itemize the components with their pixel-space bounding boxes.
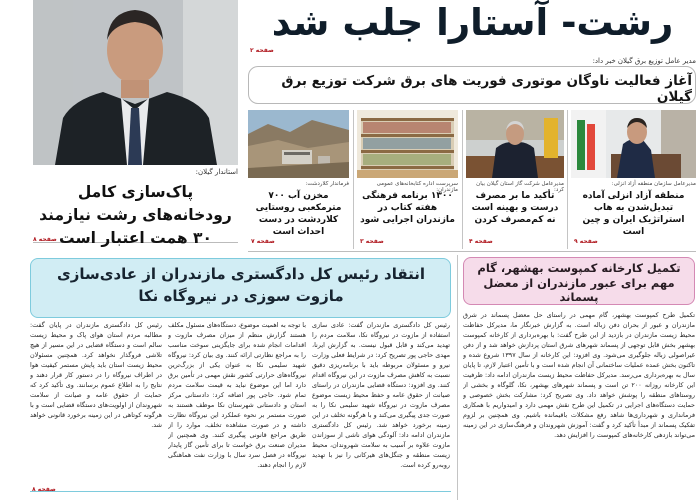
governor-portrait xyxy=(33,0,238,165)
photo-library xyxy=(357,110,458,178)
portrait-story-page-ref: صفحه ۸ xyxy=(33,236,57,243)
photo-story-library[interactable] xyxy=(357,110,458,249)
photo-story-kicker: فرماندار کلاردشت: xyxy=(305,181,349,187)
portrait-story xyxy=(33,168,238,247)
column-divider xyxy=(457,255,458,500)
photo-story-page-ref: صفحه ۹ xyxy=(574,238,598,245)
portrait-story-title[interactable]: پاک‌سازی کامل رودخانه‌های رشت نیازمند ۳۰ همت اعتبار است xyxy=(39,183,232,247)
right-story-body xyxy=(463,310,695,500)
right-story-title[interactable]: تکمیل کارخانه کمپوست بهشهر، گام مهم برای عبور مازندران از معضل پسماند xyxy=(477,261,681,304)
column-divider xyxy=(567,110,568,249)
photo-story-gas[interactable] xyxy=(466,110,564,249)
photo-story-title[interactable]: منطقه آزاد انزلی آماده تبدیل‌شدن به هاب استراتژیک ایران و چین است xyxy=(582,191,685,237)
middle-story-page-ref: صفحه ۸ xyxy=(32,486,56,493)
column-divider xyxy=(353,110,354,249)
photo-gas-director xyxy=(466,110,564,178)
photo-story-kicker: مدیرعامل سازمان منطقه آزاد انزلی: xyxy=(611,181,696,187)
photo-story-page-ref: صفحه ۷ xyxy=(251,238,275,245)
middle-story-paragraph: رئیس کل دادگستری مازندران گفت: عادی سازی استفاده از مازوت در نیروگاه نکا، سلامت مردم را تهدید می‌کند و قابل قبول نیست. به گزارش ایرنا، مهدی حاجی پور تصریح کرد: در شرایط فعلی وزارت نیرو و مسئولان مربوطه باید با برنامه‌ریزی دقیق نسبت به کاهش مصرف مازوت در این نیروگاه اقدام کنند. وی افزود: دستگاه قضایی مازندران در راستای صیانت از حقوق عامه و حفظ محیط زیست موضوع مصرف مازوت در نیروگاه شهید سلیمی نکا را به صورت جدی پیگیری می‌کند و با هرگونه تخلف در این زمینه برخورد خواهد شد. رئیس کل دادگستری مازندران ادامه داد: آلودگی هوای ناشی از سوزاندن مازوت علاوه بر آسیب به سلامت شهروندان، محیط زیست منطقه و جنگل‌های هیرکانی را نیز با تهدید روبه‌رو کرده است. xyxy=(312,321,450,469)
middle-story-paragraph: رئیس کل دادگستری مازندران در پایان گفت: مطالبه مردم استان هوای پاک و محیط زیست سالم است و دستگاه قضایی در این مسیر از هیچ تلاشی فروگذار نخواهد کرد. همچنین مسئولان محیط زیست استان باید پایش مستمر کیفیت هوا در اطراف نیروگاه را در دستور کار قرار دهند و نتایج را به اطلاع عموم برسانند. وی تأکید کرد که حمایت از حقوق عامه و صیانت از سلامت شهروندان از اولویت‌های دستگاه قضایی است و با هرگونه کوتاهی در این زمینه برخورد قانونی خواهد شد. xyxy=(30,321,162,429)
photo-story-title[interactable]: مخزن آب ۷۰۰ مترمکعبی روستایی کلاردشت در دست احداث است xyxy=(255,191,342,237)
row-divider xyxy=(248,251,696,252)
headline-page-ref: صفحه ۲ xyxy=(250,47,274,54)
middle-story-column-2 xyxy=(168,320,306,485)
photo-water-tank xyxy=(248,110,349,178)
portrait-photo xyxy=(33,0,238,165)
photo-story-title[interactable]: ۱۳۰۰ برنامه فرهنگی هفته کتاب در مازندران اجرایی شود xyxy=(360,191,455,225)
main-headline: رشت- آستارا جلب شد xyxy=(271,1,674,44)
bottom-rule xyxy=(30,491,451,500)
column-divider xyxy=(462,110,463,249)
photo-story-kicker: مدیرعامل شرکت گاز استان گیلان بیان کرد: xyxy=(476,181,564,193)
photo-story-page-ref: صفحه ۳ xyxy=(360,238,384,245)
photo-story-kicker: سرپرست اداره کتابخانه‌های عمومی مازندران: xyxy=(376,181,458,193)
right-story-paragraph: تکمیل طرح کمپوست بهشهر، گام مهمی در راستای حل معضل پسماند در شرق مازندران و عبور از بحران دفن زباله است. به گزارش خبرنگار ما، مدیرکل حفاظت محیط زیست مازندران در بازدید از این طرح گفت: با بهره‌برداری از کارخانه کمپوست بهشهر بخش قابل توجهی از پسماند شهرهای شرق استان پردازش خواهد شد و از دفن غیراصولی زباله جلوگیری می‌شود. وی افزود: این کارخانه از سال ۱۳۹۷ شروع شده و تاکنون بخش عمده عملیات ساختمانی آن انجام شده است و با تأمین اعتبار لازم، تا پایان سال به بهره‌برداری می‌رسد. مدیرکل حفاظت محیط زیست مازندران ادامه داد: ظرفیت این کارخانه روزانه ۲۰۰ تن است و پسماند شهرهای بهشهر، نکا، گلوگاه و بخشی از روستاهای منطقه را پوشش خواهد داد. وی تصریح کرد: مشارکت بخش خصوصی و حمایت دستگاه‌های اجرایی در تکمیل این طرح نقش مهمی دارد و امیدواریم با همکاری فرمانداری و شهرداری‌ها شاهد رفع مشکلات باقیمانده باشیم. وی همچنین بر لزوم تفکیک پسماند از مبدأ تأکید کرد و گفت: آموزش شهروندان و فرهنگ‌سازی در این زمینه می‌تواند بازدهی کارخانه‌های کمپوست را افزایش دهد. xyxy=(463,311,695,439)
middle-story-column-3 xyxy=(30,320,162,485)
photo-story-free-zone[interactable] xyxy=(571,110,696,249)
portrait-story-kicker: استاندار گیلان: xyxy=(195,168,238,176)
lead-story-title[interactable]: آغاز فعالیت ناوگان موتوری فوریت های برق شرکت توزیع برق گیلان xyxy=(281,73,692,105)
middle-story-title[interactable]: انتقاد رئیس کل دادگستری مازندران از عادی‌سازی مازوت سوزی در نیروگاه نکا xyxy=(56,265,426,305)
photo-story-page-ref: صفحه ۴ xyxy=(469,238,493,245)
middle-story-column-1 xyxy=(312,320,450,485)
photo-free-zone xyxy=(571,110,696,178)
middle-story-paragraph: با توجه به اهمیت موضوع، دستگاه‌های مسئول مکلف هستند گزارش منظم از میزان مصرف مازوت و اقدامات انجام شده برای جایگزینی سوخت مناسب را به مراجع نظارتی ارائه کنند. وی بیان کرد: نیروگاه شهید سلیمی نکا به عنوان یکی از بزرگ‌ترین نیروگاه‌های حرارتی کشور نقش مهمی در تأمین برق دارد اما این موضوع نباید به قیمت سلامت مردم تمام شود. حاجی پور اضافه کرد: دادستانی مرکز استان و دادستانی شهرستان نکا موظف هستند به صورت مستمر بر نحوه عملکرد این نیروگاه نظارت داشته و در صورت مشاهده تخلف، موارد را از طریق مراجع قانونی پیگیری کنند. وی همچنین از مدیران صنعت برق خواست تا برای تأمین گاز پایدار نیروگاه در فصل سرد سال با وزارت نفت هماهنگی لازم را انجام دهند. xyxy=(168,321,306,469)
photo-story-title[interactable]: تأکید ما بر مصرف درست و بهینه است نه کم‌مصرف کردن xyxy=(471,191,559,225)
lead-story-kicker: مدیر عامل توزیع برق گیلان خبر داد: xyxy=(592,57,696,65)
photo-story-water-tank[interactable] xyxy=(248,110,349,249)
